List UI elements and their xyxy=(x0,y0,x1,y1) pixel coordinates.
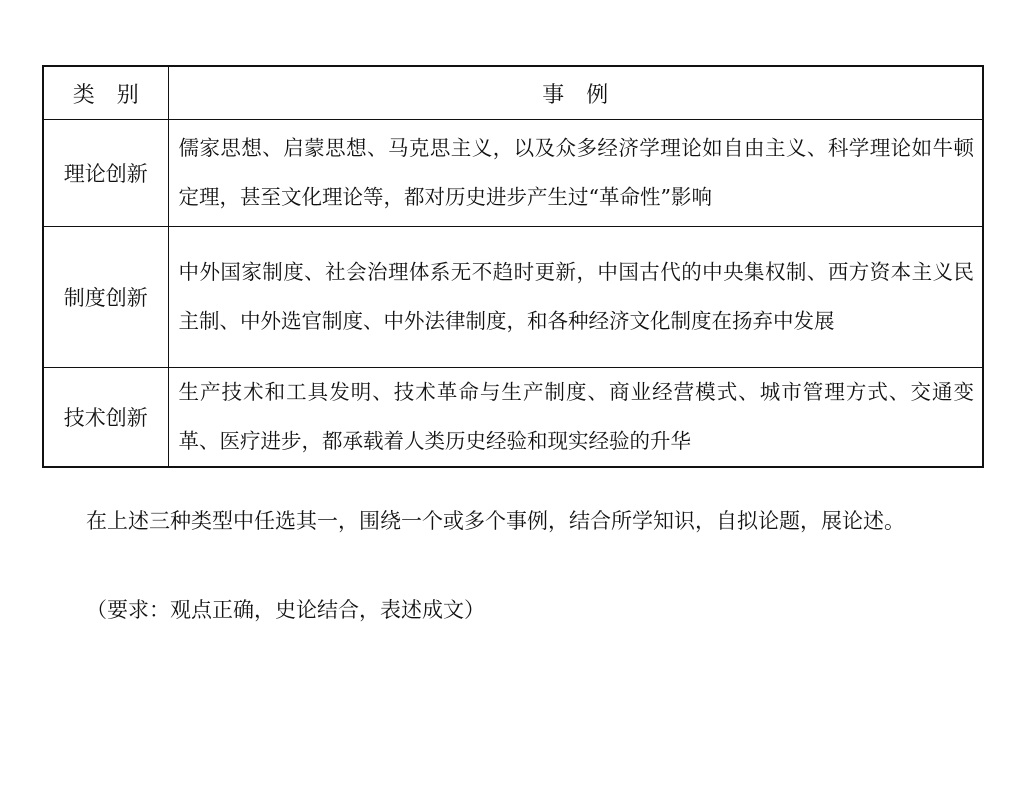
examples-cell: 儒家思想、启蒙思想、马克思主义，以及众多经济学理论如自由主义、科学理论如牛顿定理，甚至文化理论等，都对历史进步产生过“革命性”影响 xyxy=(168,120,983,227)
innovation-table xyxy=(42,65,984,468)
category-cell: 理论创新 xyxy=(43,120,168,227)
question-requirement: （要求：观点正确，史论结合，表述成文） xyxy=(86,598,485,622)
table-row xyxy=(43,368,983,468)
examples-cell: 生产技术和工具发明、技术革命与生产制度、商业经营模式、城市管理方式、交通变革、医疗进步，都承载着人类历史经验和现实经验的升华 xyxy=(168,368,983,468)
category-cell: 制度创新 xyxy=(43,227,168,368)
table-row xyxy=(43,227,983,368)
header-category: 类别 xyxy=(43,66,168,120)
table-header-row xyxy=(43,66,983,120)
header-examples: 事例 xyxy=(168,66,983,120)
question-instruction: 在上述三种类型中任选其一，围绕一个或多个事例，结合所学知识，自拟论题，展论述。 xyxy=(86,509,905,533)
category-cell: 技术创新 xyxy=(43,368,168,468)
examples-cell: 中外国家制度、社会治理体系无不趋时更新，中国古代的中央集权制、西方资本主义民主制、中外选官制度、中外法律制度，和各种经济文化制度在扬弃中发展 xyxy=(168,227,983,368)
table-row xyxy=(43,120,983,227)
